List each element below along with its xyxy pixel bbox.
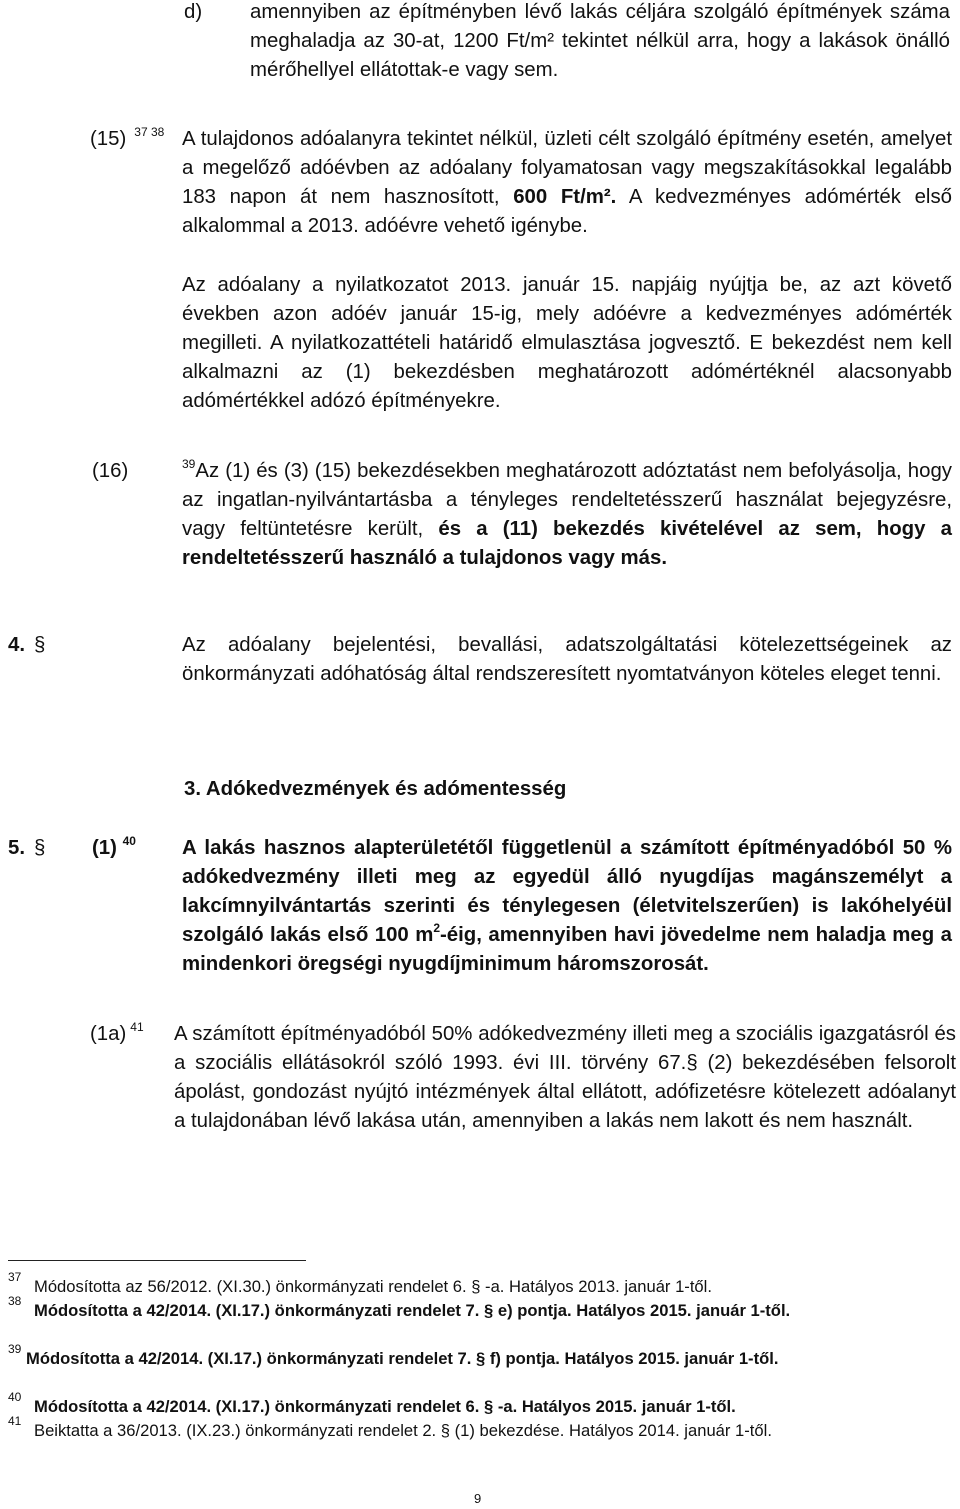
footnote-41-text: Beiktatta a 36/2013. (IX.23.) önkormányzati rendelet 2. § (1) bekezdése. Hatályos 2014. január 1-től. xyxy=(34,1421,772,1440)
section-5-paragraph-1-part1: A lakás hasznos alapterületétől függetlenül a számított építményadóból 50 % adókedvezmény illeti meg az egyedül álló nyugdíjas magánszemélyt a lakcímnyilvántartás szerinti és ténylegesen (életvitelszerűen) is lakóhelyéül szolgáló lakás első 100 m xyxy=(182,837,952,946)
footnote-40-number: 40 xyxy=(8,1390,22,1404)
footnote-39-number: 39 xyxy=(8,1342,22,1356)
footnote-37-number: 37 xyxy=(8,1270,22,1284)
paragraph-16-footnote-ref: 39 xyxy=(182,457,196,471)
footnote-39-text: Módosította a 42/2014. (XI.17.) önkormányzati rendelet 7. § f) pontja. Hatályos 2015. január 1-től. xyxy=(26,1349,779,1368)
paragraph-16-text-normal: Az (1) és (3) (15) bekezdésekben meghatározott adóztatást nem befolyásolja, hogy az ingatlan-nyilvántartásba a tényleges rendeltetésszerű használat bejegyzésre, vagy feltüntetésre került, xyxy=(182,460,952,540)
section-5-paragraph-1-sup: 2 xyxy=(433,921,441,935)
section-5-paragraph-1-label xyxy=(92,834,136,863)
section-heading: 3. Adókedvezmények és adómentesség xyxy=(184,778,567,800)
paragraph-15-number: (15) xyxy=(90,128,127,150)
section-5-paragraph-1a-text xyxy=(174,1020,956,1136)
paragraph-15-rate: 600 Ft/m². xyxy=(513,186,617,208)
item-d-text: amennyiben az építményben lévő lakás céljára szolgáló építmények száma meghaladja az 30-at, 1200 Ft/m² tekintet nélkül arra, hogy a lakások önálló mérőhellyel ellátottak-e vagy sem. xyxy=(250,1,950,81)
paragraph-16-label: (16) xyxy=(92,460,129,482)
section-5-paragraph-1a-part2: (2) bekezdésében felsorolt ápolást, gondozást nyújtó intézmények által ellátott, adófizetésre kötelezett adóalanyt a tulajdonában lévő lakása után, amennyiben a lakás nem lakott és nem használt. xyxy=(174,1052,956,1132)
section-5-paragraph-1-part2: -éig, amennyiben havi jövedelme nem haladja meg a mindenkori öregségi nyugdíjminimum háromszorosát. xyxy=(182,924,952,975)
paragraph-15-label xyxy=(90,125,164,154)
footnote-41-number: 41 xyxy=(8,1414,22,1428)
footnote-37-text: Módosította az 56/2012. (XI.30.) önkormányzati rendelet 6. § -a. Hatályos 2013. január 1-től. xyxy=(34,1277,712,1296)
page-number: 9 xyxy=(474,1491,482,1506)
section-5-paragraph-1a-part1: A számított építményadóból 50% adókedvezmény illeti meg a szociális igazgatásról és a szociális ellátásokról szóló 1993. évi III. törvény 67. xyxy=(174,1023,956,1074)
footnote-40-text: Módosította a 42/2014. (XI.17.) önkormányzati rendelet 6. § -a. Hatályos 2015. január 1-től. xyxy=(34,1397,736,1416)
item-d-label: d) xyxy=(184,1,203,23)
footnote-38-number: 38 xyxy=(8,1294,22,1308)
section-5-sign: § xyxy=(34,837,46,859)
section-5-paragraph-1a-sign: § xyxy=(686,1052,698,1074)
section-5-paragraph-1a-number: (1a) xyxy=(90,1023,127,1045)
section-5-paragraph-1-text xyxy=(182,834,952,979)
section-5-paragraph-1-footnote-ref: 40 xyxy=(122,834,136,848)
paragraph-15-declaration: Az adóalany a nyilatkozatot 2013. január 15. napjáig nyújtja be, az azt követő években azon adóév január 15-ig, mely adóévre a kedvezményes adómérték megilleti. A nyilatkozattételi határidő elmulasztása jogvesztő. E bekezdést nem kell alkalmazni az (1) bekezdésben meghatározott adómértéknél alacsonyabb adómértékkel adózó építményekre. xyxy=(182,274,952,412)
section-4-text: Az adóalany bejelentési, bevallási, adatszolgáltatási kötelezettségeinek az önkormányzati adóhatóság által rendszeresített nyomtatványon köteles eleget tenni. xyxy=(182,634,952,685)
footnote-separator xyxy=(8,1260,306,1261)
paragraph-15-text-part2: A kedvezményes adómérték első alkalommal a 2013. adóévre vehető igénybe. xyxy=(182,186,952,237)
section-5-number: 5. xyxy=(8,837,26,859)
section-4-sign: § xyxy=(34,634,46,656)
section-5-paragraph-1a-label xyxy=(90,1020,144,1049)
section-5-paragraph-1a-footnote-ref: 41 xyxy=(130,1020,144,1034)
paragraph-16-text xyxy=(182,457,952,573)
section-5-paragraph-1-number: (1) xyxy=(92,837,117,859)
footnote-38-text: Módosította a 42/2014. (XI.17.) önkormányzati rendelet 7. § e) pontja. Hatályos 2015. január 1-től. xyxy=(34,1301,791,1320)
paragraph-15-text xyxy=(182,125,952,241)
paragraph-15-text-part1: A tulajdonos adóalanyra tekintet nélkül, üzleti célt szolgáló építmény esetén, amelyet a megelőző adóévben az adóalany folyamatosan vagy megszakításokkal legalább 183 napon át nem hasznosított, xyxy=(182,128,952,208)
section-4-number: 4. xyxy=(8,634,26,656)
paragraph-15-footnote-refs: 37 38 xyxy=(134,125,165,139)
paragraph-16-text-bold: és a (11) bekezdés kivételével az sem, hogy a rendeltetésszerű használó a tulajdonos vagy más. xyxy=(182,518,952,569)
